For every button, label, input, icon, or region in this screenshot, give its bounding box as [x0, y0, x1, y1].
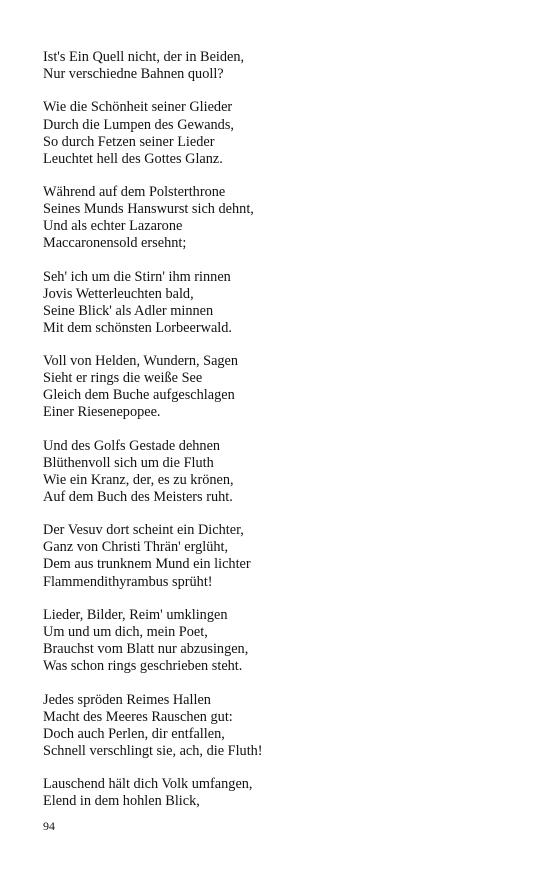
stanza: [43, 607, 513, 675]
page-number: 94: [43, 819, 55, 833]
verse-line: Was schon rings geschrieben steht.: [43, 658, 243, 675]
verse-line: Während auf dem Polsterthrone: [43, 184, 226, 201]
verse-line: Seh' ich um die Stirn' ihm rinnen: [43, 268, 231, 285]
stanza: [43, 353, 513, 421]
stanza: [43, 99, 513, 167]
stanza: [43, 522, 513, 590]
verse-line: Um und um dich, mein Poet,: [43, 624, 208, 640]
verse-line: Jovis Wetterleuchten bald,: [43, 285, 194, 302]
stanza: [43, 184, 513, 252]
verse-line: Nur verschiedne Bahnen quoll?: [43, 66, 224, 83]
verse-line: Flammendithyrambus sprüht!: [43, 573, 213, 590]
verse-line: Brauchst vom Blatt nur abzusingen,: [43, 641, 249, 658]
verse-line: Dem aus trunknem Mund ein lichter: [43, 556, 251, 573]
verse-line: Leuchtet hell des Gottes Glanz.: [43, 150, 223, 167]
verse-line: Durch die Lumpen des Gewands,: [43, 116, 234, 133]
verse-line: Jedes spröden Reimes Hallen: [43, 691, 211, 708]
verse-line: Der Vesuv dort scheint ein Dichter,: [43, 522, 244, 539]
verse-line: Macht des Meeres Rauschen gut:: [43, 708, 233, 725]
verse-line: Wie die Schönheit seiner Glieder: [43, 99, 233, 116]
verse-line: Seines Munds Hanswurst sich dehnt,: [43, 201, 254, 218]
verse-line: Ist's Ein Quell nicht, der in Beiden,: [43, 49, 245, 65]
verse-line: Gleich dem Buche aufgeschlagen: [43, 387, 235, 404]
verse-line: Voll von Helden, Wundern, Sagen: [43, 353, 239, 370]
verse-line: Blüthenvoll sich um die Fluth: [43, 454, 214, 471]
verse-line: Und des Golfs Gestade dehnen: [43, 437, 221, 454]
verse-line: Wie ein Kranz, der, es zu krönen,: [43, 471, 234, 488]
verse-line: Lieder, Bilder, Reim' umklingen: [43, 606, 228, 623]
stanza: [43, 49, 513, 83]
verse-line: So durch Fetzen seiner Lieder: [43, 133, 215, 150]
stanza: [43, 269, 513, 337]
stanza: [43, 692, 513, 760]
verse-line: Sieht er rings die weiße See: [43, 370, 203, 387]
stanza: [43, 776, 513, 810]
verse-line: Schnell verschlingt sie, ach, die Fluth!: [43, 742, 263, 759]
verse-line: Maccaronensold ersehnt;: [43, 235, 187, 252]
verse-line: Auf dem Buch des Meisters ruht.: [43, 488, 233, 505]
poem-text: [43, 49, 513, 827]
verse-line: Ganz von Christi Thrän' erglüht,: [43, 539, 229, 556]
verse-line: Elend in dem hohlen Blick,: [43, 793, 200, 810]
verse-line: Lauschend hält dich Volk umfangen,: [43, 776, 253, 793]
verse-line: Mit dem schönsten Lorbeerwald.: [43, 319, 232, 336]
verse-line: Einer Riesenepopee.: [43, 404, 161, 421]
verse-line: Und als echter Lazarone: [43, 218, 183, 235]
verse-line: Seine Blick' als Adler minnen: [43, 302, 214, 319]
stanza: [43, 438, 513, 506]
verse-line: Doch auch Perlen, dir entfallen,: [43, 725, 225, 742]
